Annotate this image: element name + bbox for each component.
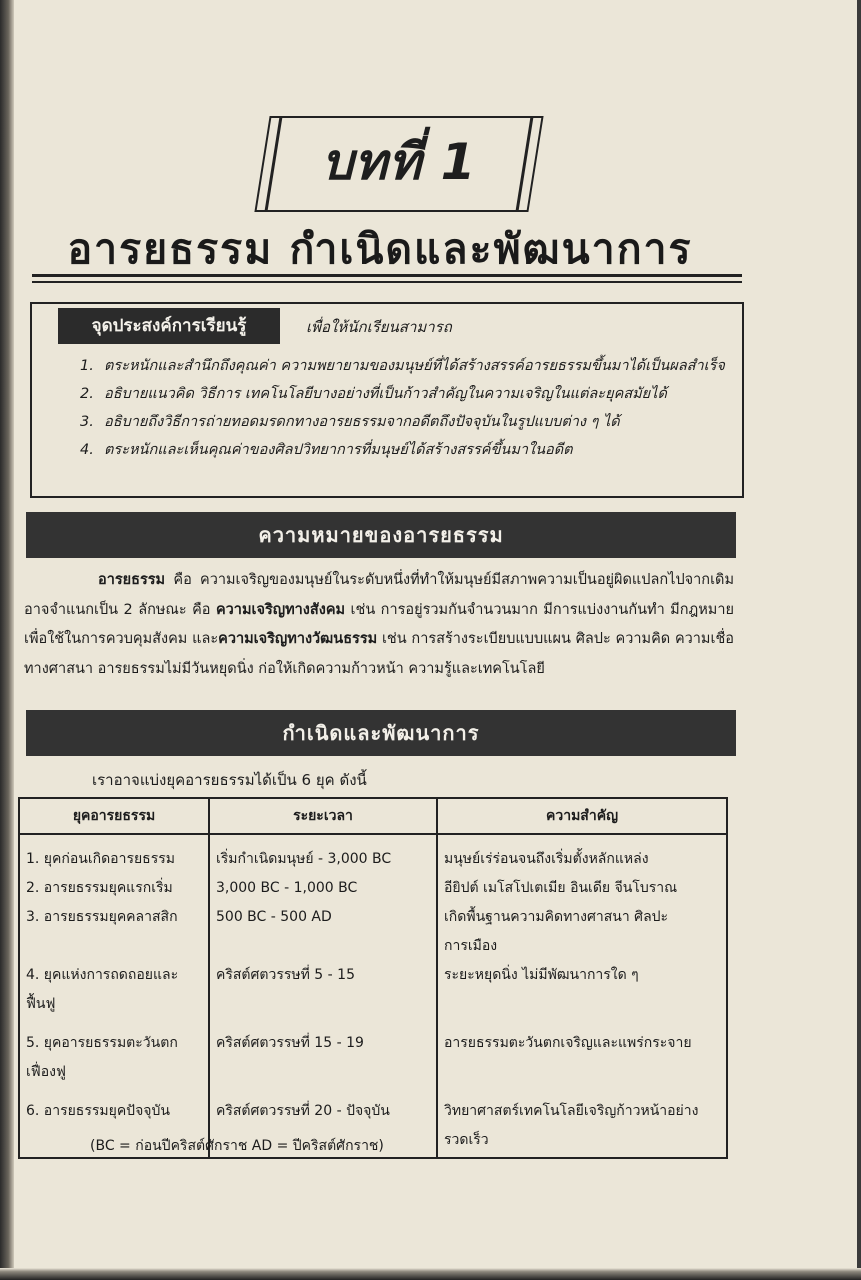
period-cell: คริสต์ศตวรรษที่ 15 - 19 [209,1029,437,1087]
table-intro: เราอาจแบ่งยุคอารยธรรมได้เป็น 6 ยุค ดังนี้ [92,771,367,789]
objective-item: 3. อธิบายถึงวิธีการถ่ายทอดมรดกทางอารยธรรมจากอดีตถึงปัจจุบันในรูปแบบต่าง ๆ ได้ [80,414,620,430]
objective-item: 2. อธิบายแนวคิด วิธีการ เทคโนโลยีบางอย่างที่เป็นก้าวสำคัญในความเจริญในแต่ละยุคสมัยได้ [80,386,667,402]
table-row [19,903,727,961]
abbreviation-note: (BC = ก่อนปีคริสต์ศักราช AD = ปีคริสต์ศักราช) [90,1138,384,1154]
title-rule-thin [32,281,742,283]
era-cell: 4. ยุคแห่งการถดถอยและฟื้นฟู [19,961,209,1019]
era-cell: 5. ยุคอารยธรรมตะวันตกเฟื่องฟู [19,1029,209,1087]
section-heading-origin: กำเนิดและพัฒนาการ [26,710,736,756]
chapter-number: บทที่ 1 [321,133,477,191]
objectives-list [80,352,730,464]
period-cell: คริสต์ศตวรรษที่ 5 - 15 [209,961,437,1019]
period-cell: เริ่มกำเนิดมนุษย์ - 3,000 BC [209,834,437,874]
era-cell: 6. อารยธรรมยุคปัจจุบัน [19,1097,209,1158]
importance-cell: มนุษย์เร่ร่อนจนถึงเริ่มตั้งหลักแหล่ง [437,834,727,874]
objective-item: 1. ตระหนักและสำนึกถึงคุณค่า ความพยายามของมนุษย์ที่ได้สร้างสรรค์อารยธรรมขึ้นมาได้เป็นผลสำเร็จ [80,358,725,374]
importance-cell: วิทยาศาสตร์เทคโนโลยีเจริญก้าวหน้าอย่างรวดเร็ว [437,1097,727,1158]
importance-cell: ระยะหยุดนิ่ง ไม่มีพัฒนาการใด ๆ [437,961,727,1019]
page-right-edge [857,0,861,1280]
column-header-era: ยุคอารยธรรม [19,798,209,834]
objective-item: 4. ตระหนักและเห็นคุณค่าของศิลปวิทยาการที่มนุษย์ได้สร้างสรรค์ขึ้นมาในอดีต [80,442,573,458]
importance-cell: เกิดพื้นฐานความคิดทางศาสนา ศิลปะ การเมือง [437,903,727,961]
importance-cell: อียิปต์ เมโสโปเตเมีย อินเดีย จีนโบราณ [437,874,727,903]
table-row [19,961,727,1019]
section-heading-meaning: ความหมายของอารยธรรม [26,512,736,558]
objectives-label: จุดประสงค์การเรียนรู้ [58,308,280,344]
meaning-paragraph: อารยธรรม คือ ความเจริญของมนุษย์ในระดับหนึ่งที่ทำให้มนุษย์มีสภาพความเป็นอยู่ผิดแปลกไปจากเดิม อาจจำแนกเป็น 2 ลักษณะ คือ ความเจริญทางสังคม เช่น การอยู่รวมกันจำนวนมาก มีการแบ่งงานกันทำ มีกฎหมายเพื่อใช้ในการควบคุมสังคม และความเจริญทางวัฒนธรรม เช่น การสร้างระเบียบแบบแผน ศิลปะ ความคิด ความเชื่อทางศาสนา อารยธรรมไม่มีวันหยุดนิ่ง ก่อให้เกิดความก้าวหน้า ความรู้และเทคโนโลยี [24,572,734,677]
era-cell: 3. อารยธรรมยุคคลาสสิก [19,903,209,961]
era-table [18,797,728,1159]
column-header-importance: ความสำคัญ [437,798,727,834]
page-binding-edge [0,0,14,1280]
period-cell: คริสต์ศตวรรษที่ 20 - ปัจจุบัน [209,1097,437,1158]
era-cell: 1. ยุคก่อนเกิดอารยธรรม [19,834,209,874]
chapter-heading: อารยธรรม กำเนิดและพัฒนาการ [67,225,693,273]
objectives-intro: เพื่อให้นักเรียนสามารถ [306,318,452,336]
table-row [19,834,727,874]
column-header-period: ระยะเวลา [209,798,437,834]
era-cell: 2. อารยธรรมยุคแรกเริ่ม [19,874,209,903]
period-cell: 500 BC - 500 AD [209,903,437,961]
period-cell: 3,000 BC - 1,000 BC [209,874,437,903]
table-row [19,874,727,903]
table-row [19,1029,727,1087]
title-rule [32,274,742,277]
importance-cell: อารยธรรมตะวันตกเจริญและแพร่กระจาย [437,1029,727,1087]
page-bottom-edge [0,1268,861,1280]
